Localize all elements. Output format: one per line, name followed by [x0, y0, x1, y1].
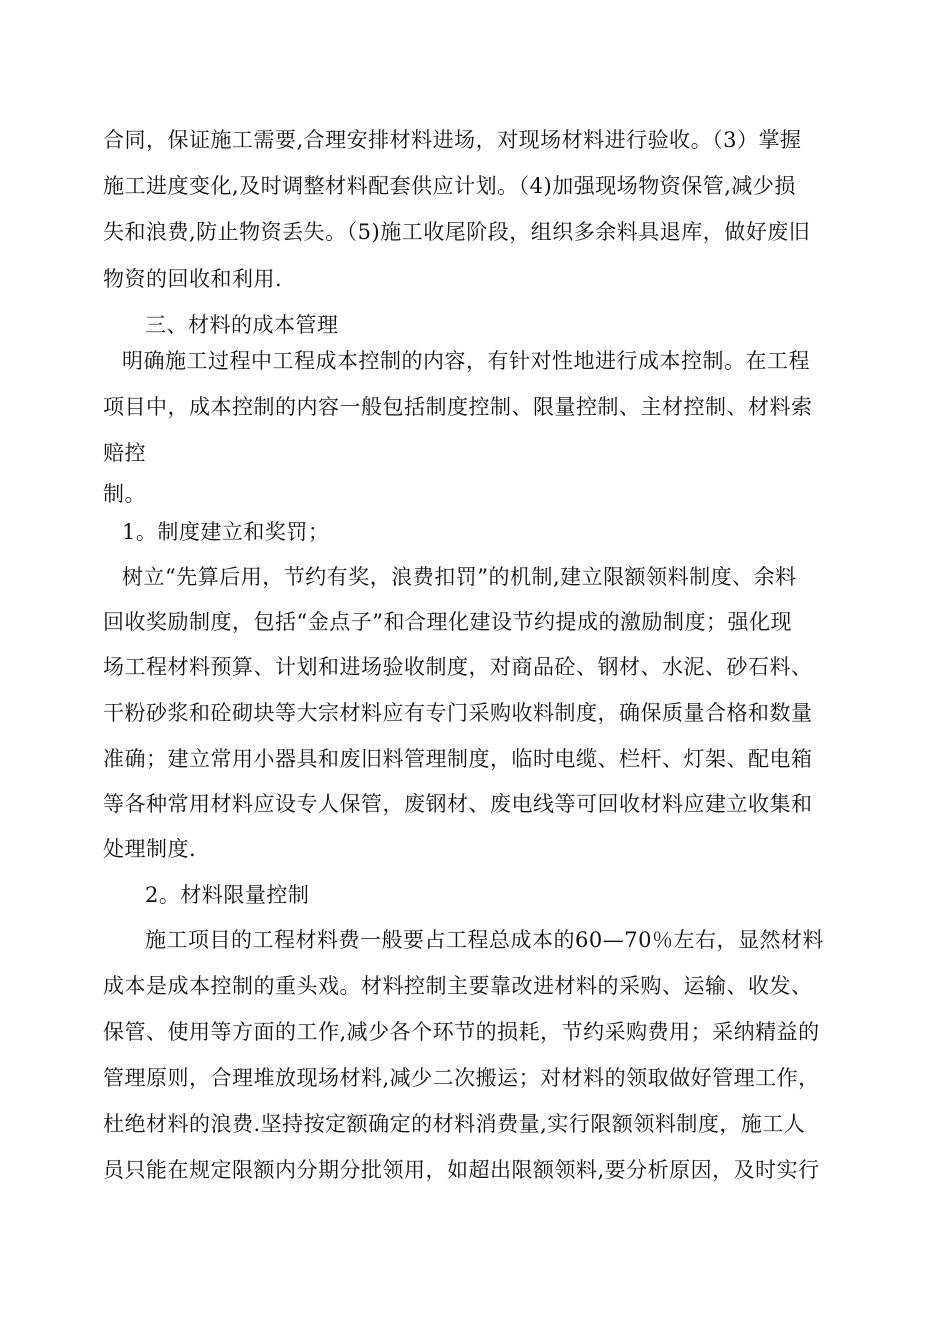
text-line: 项目中，成本控制的内容一般包括制度控制、限量控制、主材控制、材料索 — [103, 395, 813, 419]
text-line: 失和浪费,防止物资丢失。（5)施工收尾阶段，组织多余料具退库，做好废旧 — [103, 220, 811, 244]
text-line: 物资的回收和利用. — [103, 267, 283, 291]
text-line: 准确；建立常用小器具和废旧料管理制度，临时电缆、栏杆、灯架、配电箱 — [103, 747, 813, 771]
text-line: 员只能在规定限额内分期分批领用，如超出限额领料,要分析原因，及时实行 — [103, 1158, 820, 1182]
text-line: 管理原则，合理堆放现场材料,减少二次搬运；对材料的领取做好管理工作， — [103, 1066, 820, 1090]
text-line: 杜绝材料的浪费.坚持按定额确定的材料消费量,实行限额领料制度，施工人 — [103, 1112, 806, 1136]
text-line: 树立“先算后用，节约有奖，浪费扣罚”的机制,建立限额领料制度、余料 — [122, 565, 797, 589]
text-line: 赔控 — [103, 441, 146, 465]
text-line: 干粉砂浆和砼砌块等大宗材料应有专门采购收料制度，确保质量合格和数量 — [103, 701, 813, 725]
text-line: 保管、使用等方面的工作,减少各个环节的损耗，节约采购费用；采纳精益的 — [103, 1020, 820, 1044]
text-line: 明确施工过程中工程成本控制的内容，有针对性地进行成本控制。在工程 — [122, 349, 810, 373]
subsection-heading: 2。材料限量控制 — [145, 883, 310, 907]
section-heading: 三、材料的成本管理 — [145, 313, 339, 337]
text-line: 等各种常用材料应设专人保管，废钢材、废电线等可回收材料应建立收集和 — [103, 792, 813, 816]
text-line: 处理制度. — [103, 837, 197, 861]
text-line: 回收奖励制度，包括“金点子”和合理化建设节约提成的激励制度；强化现 — [103, 610, 792, 634]
subsection-heading: 1。制度建立和奖罚； — [122, 520, 330, 544]
text-line: 制。 — [103, 482, 146, 506]
text-line: 成本是成本控制的重头戏。材料控制主要靠改进材料的采购、运输、收发、 — [103, 974, 813, 998]
text-line: 合同，保证施工需要,合理安排材料进场，对现场材料进行验收。（3）掌握 — [103, 128, 802, 152]
text-line: 施工进度变化,及时调整材料配套供应计划。（4)加强现场物资保管,减少损 — [103, 174, 796, 198]
text-line: 施工项目的工程材料费一般要占工程总成本的60—70％左右，显然材料 — [145, 928, 824, 952]
text-line: 场工程材料预算、计划和进场验收制度，对商品砼、钢材、水泥、砂石料、 — [103, 655, 813, 679]
